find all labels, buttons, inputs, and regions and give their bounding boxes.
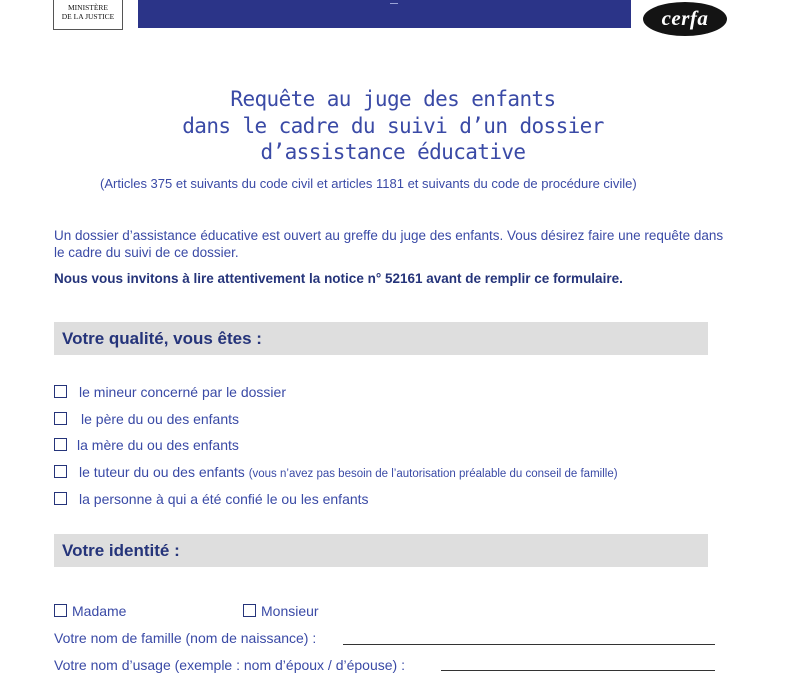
usage-name-input[interactable] xyxy=(441,670,715,671)
header-banner xyxy=(138,0,631,28)
option-guardian-label: le tuteur du ou des enfants xyxy=(79,464,245,480)
checkbox-mother[interactable] xyxy=(54,438,67,451)
option-father-label: le père du ou des enfants xyxy=(81,411,240,427)
section-quality-header xyxy=(54,322,708,355)
banner-mark-icon xyxy=(390,0,398,4)
section-identity-header xyxy=(54,534,708,567)
checkbox-guardian[interactable] xyxy=(54,465,67,478)
option-father[interactable] xyxy=(54,411,239,429)
title-line-3: d’assistance éducative xyxy=(260,140,526,164)
option-mother[interactable] xyxy=(54,437,239,455)
title-line-1: Requête au juge des enfants xyxy=(230,87,556,111)
ministry-logo xyxy=(53,0,123,30)
civility-madame-label: Madame xyxy=(72,603,127,619)
checkbox-custodian[interactable] xyxy=(54,492,67,505)
cerfa-logo: cerfa xyxy=(643,2,727,36)
civility-monsieur-label: Monsieur xyxy=(261,603,319,619)
birth-name-input[interactable] xyxy=(343,644,715,645)
option-mother-label: la mère du ou des enfants xyxy=(77,437,239,453)
form-title xyxy=(130,86,656,166)
ministry-line2: DE LA JUSTICE xyxy=(61,12,115,21)
checkbox-madame[interactable] xyxy=(54,604,67,617)
section-quality-title: Votre qualité, vous êtes : xyxy=(62,329,262,348)
usage-name-label: Votre nom d’usage (exemple : nom d’époux / d’épouse) : xyxy=(54,657,405,673)
option-minor-label: le mineur concerné par le dossier xyxy=(79,384,286,400)
option-custodian-label: la personne à qui a été confié le ou les enfants xyxy=(79,491,369,507)
intro-text: Un dossier d’assistance éducative est ouvert au greffe du juge des enfants. Vous désirez faire une requête dans le cadre du suivi de ce dossier. xyxy=(54,228,724,260)
option-guardian[interactable] xyxy=(54,464,618,482)
checkbox-monsieur[interactable] xyxy=(243,604,256,617)
section-identity-title: Votre identité : xyxy=(62,541,180,560)
option-custodian[interactable] xyxy=(54,491,369,509)
notice-text: Nous vous invitons à lire attentivement la notice n° 52161 avant de remplir ce formulaire. xyxy=(54,271,623,286)
civility-monsieur[interactable] xyxy=(243,603,319,619)
form-subtitle: (Articles 375 et suivants du code civil et articles 1181 et suivants du code de procédure civile) xyxy=(100,176,637,191)
civility-madame[interactable] xyxy=(54,603,126,619)
option-minor[interactable] xyxy=(54,384,286,402)
ministry-line1: MINISTÈRE xyxy=(68,3,108,12)
option-guardian-note: (vous n’avez pas besoin de l’autorisation préalable du conseil de famille) xyxy=(248,468,618,480)
checkbox-minor[interactable] xyxy=(54,385,67,398)
birth-name-label: Votre nom de famille (nom de naissance) : xyxy=(54,630,317,646)
checkbox-father[interactable] xyxy=(54,412,67,425)
title-line-2: dans le cadre du suivi d’un dossier xyxy=(182,113,604,138)
